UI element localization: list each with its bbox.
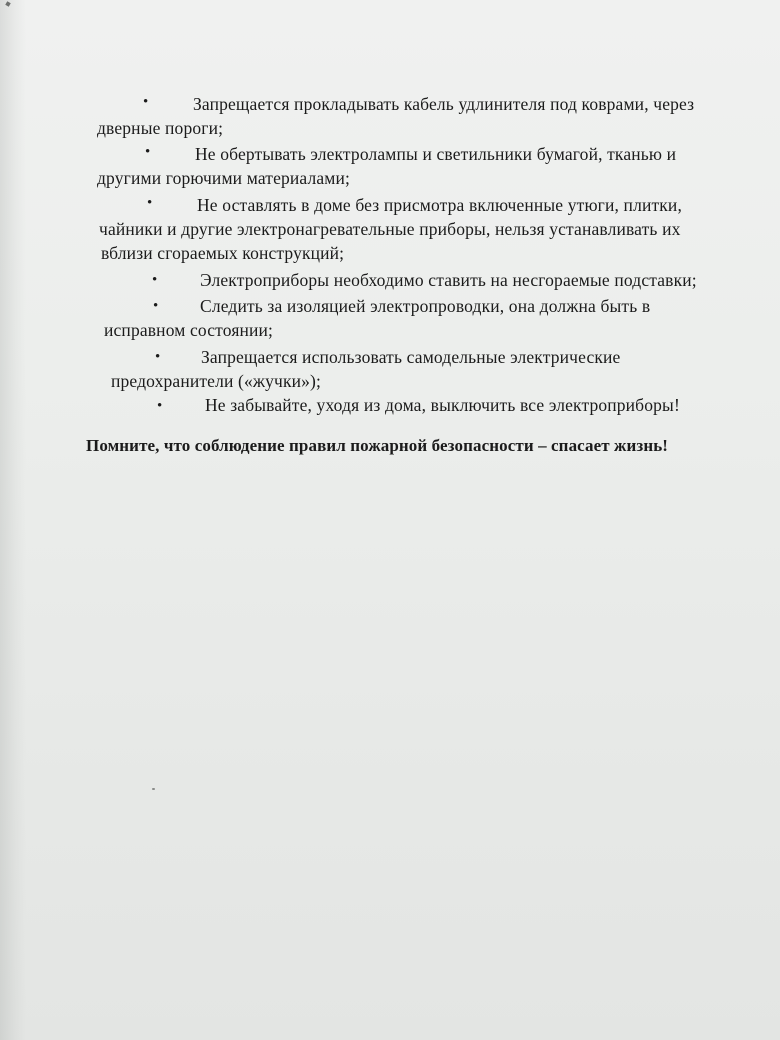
bullet-5: • xyxy=(153,298,159,314)
rule-6-line-1: Запрещается использовать самодельные электрические xyxy=(201,347,621,367)
bullet-7: • xyxy=(157,398,163,414)
rule-3-line-2: чайники и другие электронагревательные приборы, нельзя устанавливать их xyxy=(99,219,681,239)
bullet-4: • xyxy=(152,272,158,288)
rule-7-line-1: Не забывайте, уходя из дома, выключить все электроприборы! xyxy=(205,395,680,415)
rule-2-line-1: Не обертывать электролампы и светильники бумагой, тканью и xyxy=(195,144,677,164)
rule-1-line-1: Запрещается прокладывать кабель удлинителя под коврами, через xyxy=(193,94,695,114)
bullet-3: • xyxy=(147,195,153,211)
bullet-6: • xyxy=(155,349,161,365)
rule-3-line-1: Не оставлять в доме без присмотра включенные утюги, плитки, xyxy=(197,195,682,215)
rule-2-line-2: другими горючими материалами; xyxy=(97,168,351,188)
rule-4-line-1: Электроприборы необходимо ставить на несгораемые подставки; xyxy=(200,270,697,290)
paper-speck xyxy=(152,788,155,790)
rule-5-line-2: исправном состоянии; xyxy=(104,320,274,340)
closing-statement: Помните, что соблюдение правил пожарной безопасности – спасает жизнь! xyxy=(86,436,669,455)
rule-5-line-1: Следить за изоляцией электропроводки, она должна быть в xyxy=(200,296,651,316)
bullet-2: • xyxy=(145,144,151,160)
rule-1-line-2: дверные пороги; xyxy=(97,118,224,138)
rule-6-line-2: предохранители («жучки»); xyxy=(111,371,322,391)
bullet-1: • xyxy=(143,94,149,110)
rule-3-line-3: вблизи сгораемых конструкций; xyxy=(101,243,345,263)
